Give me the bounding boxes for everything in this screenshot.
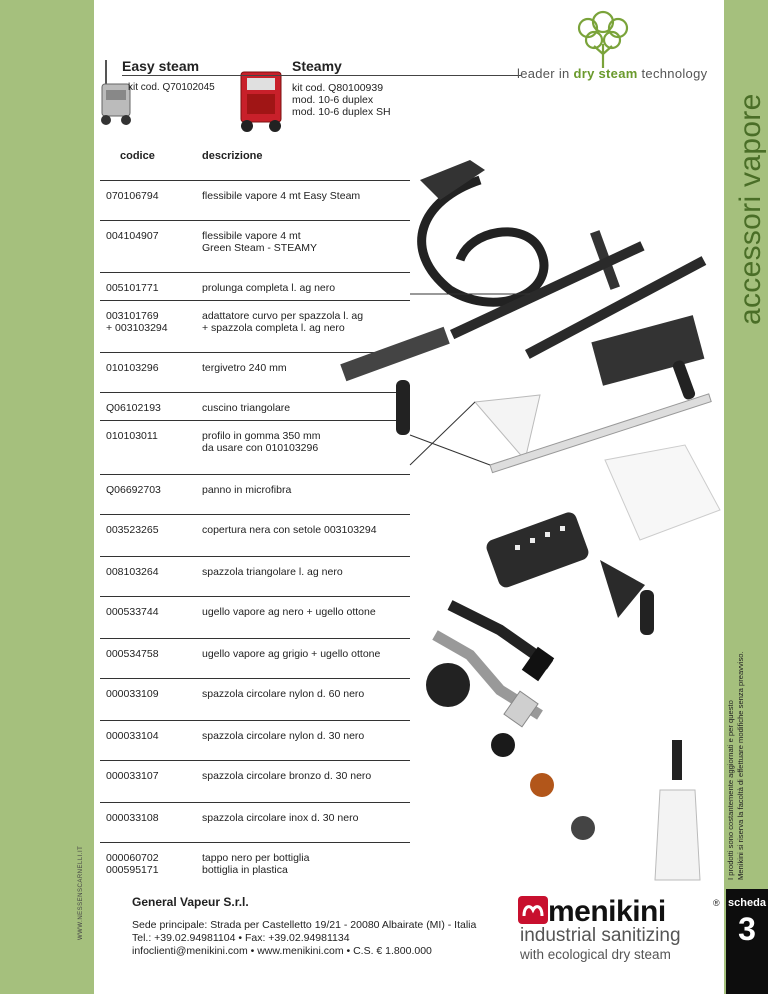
item-description: spazzola circolare nylon d. 60 nero [202,688,365,700]
item-code: Q06102193 [106,402,161,414]
item-code: 000060702 000595171 [106,852,159,876]
plastic-bottle-icon [655,740,700,880]
round-brush-nylon-30-icon [491,733,515,757]
sheet-number: 3 [738,911,756,947]
triangular-pad-icon [475,395,540,460]
item-description: spazzola circolare bronzo d. 30 nero [202,770,372,782]
item-code: 000033107 [106,770,159,782]
item-description: spazzola triangolare l. ag nero [202,566,343,578]
item-code: 000033109 [106,688,159,700]
round-brush-60-icon [426,663,470,707]
easy-steam-title: Easy steam [122,58,200,74]
microfiber-cloth-icon [605,445,720,540]
triangle-brush-icon [600,560,654,635]
header-rule [122,75,522,76]
item-description: spazzola circolare nylon d. 30 nero [202,730,365,742]
round-brush-inox-30-icon [571,816,595,840]
item-description: prolunga completa l. ag nero [202,282,336,294]
steamy-kit-codes: kit cod. Q80100939 mod. 10-6 duplex mod. 10-6 duplex SH [292,82,391,118]
item-description: adattatore curvo per spazzola l. ag + spazzola completa l. ag nero [202,310,364,334]
sheet-label: scheda [728,897,766,909]
item-code: 000534758 [106,648,159,660]
brand-name: menikini [548,895,666,928]
item-code: 003523265 [106,524,159,536]
item-code: 010103011 [106,430,158,442]
floor-brush-icon [591,315,704,401]
item-description: profilo in gomma 350 mm da usare con 010103296 [202,430,321,454]
item-code: 000033104 [106,730,159,742]
bristle-cover-icon [484,510,590,589]
item-description: flessibile vapore 4 mt Easy Steam [202,190,361,202]
column-header-description: descrizione [202,150,263,162]
item-code: Q06692703 [106,484,161,496]
item-description: cuscino triangolare [202,402,291,414]
steamy-title: Steamy [292,58,342,74]
item-description: copertura nera con setole 003103294 [202,524,377,536]
item-description: flessibile vapore 4 mt Green Steam - STEAMY [202,230,317,254]
item-code: 004104907 [106,230,159,242]
column-header-code: codice [120,150,155,162]
item-code: 010103296 [106,362,159,374]
item-description: tergivetro 240 mm [202,362,287,374]
disclaimer-note: I prodotti sono costantemente aggiornati e per questo Menikini si riserva la facoltà di effettuare modifiche senza preavviso. [726,651,745,880]
item-code: 008103264 [106,566,159,578]
brand-tagline: with ecological dry steam [520,947,671,962]
item-code: 005101771 [106,282,159,294]
item-code: 000033108 [106,812,159,824]
steam-nozzle-black-icon [450,605,554,681]
item-code: 003101769 + 003103294 [106,310,168,334]
item-description: ugello vapore ag grigio + ugello ottone [202,648,381,660]
company-address: Sede principale: Strada per Castelletto 19/21 - 20080 Albairate (MI) - Italia [132,919,477,931]
company-name: General Vapeur S.r.l. [132,895,249,909]
product-illustrations [300,140,722,890]
company-phone-fax: Tel.: +39.02.94981104 • Fax: +39.02.94981134 [132,932,350,944]
item-description: ugello vapore ag nero + ugello ottone [202,606,376,618]
steam-hose-icon [420,160,620,302]
easy-steam-kit-code: kit cod. Q70102045 [128,82,215,93]
brand-subtitle: industrial sanitizing [520,925,681,946]
item-code: 000533744 [106,606,159,618]
window-squeegee-icon [340,327,450,435]
section-title: accessori vapore [734,93,767,325]
tagline: leader in dry steam technology [517,66,708,81]
menikini-logo-icon [518,896,548,924]
tree-logo-icon [568,10,638,72]
item-description: panno in microfibra [202,484,292,496]
company-contacts: infoclienti@menikini.com • www.menikini.com • C.S. € 1.800.000 [132,945,432,957]
round-brush-bronze-30-icon [530,773,554,797]
item-code: 070106794 [106,190,159,202]
designer-credit: WWW.NESSENSCARNELLI.IT [78,845,84,940]
item-description: tappo nero per bottiglia bottiglia in plastica [202,852,310,876]
brand-registered: ® [713,898,720,908]
sheet-badge [726,889,768,994]
item-description: spazzola circolare inox d. 30 nero [202,812,359,824]
